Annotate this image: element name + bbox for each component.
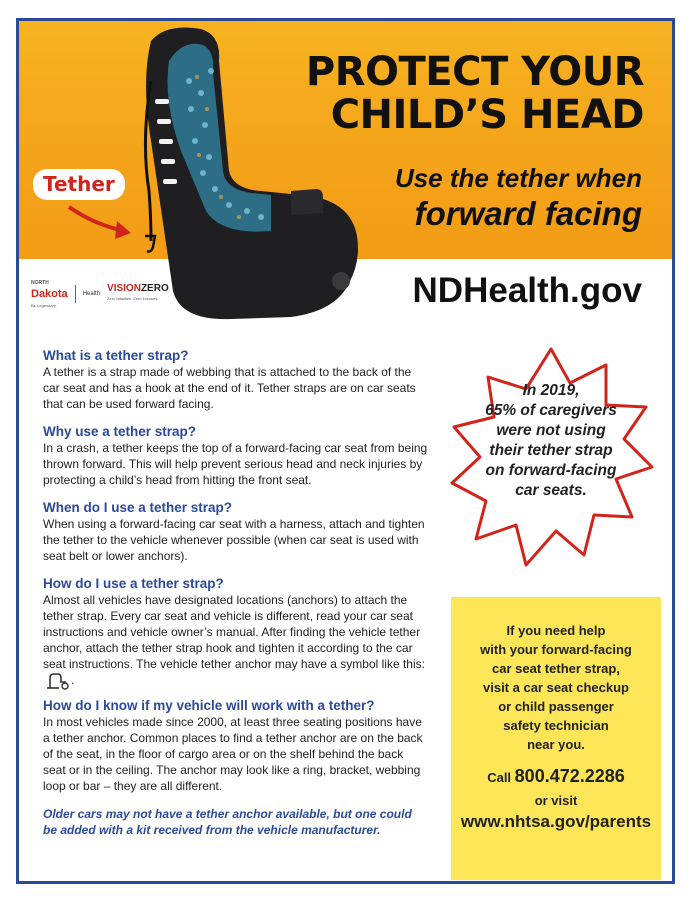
headline-line-1: PROTECT YOUR xyxy=(305,49,644,95)
headline-line-2: CHILD’S HEAD xyxy=(330,92,644,138)
faq-answer-4-end: . xyxy=(71,673,75,688)
call-line xyxy=(451,766,661,787)
north-dakota-logo xyxy=(31,278,68,311)
vision-zero-a: VISION xyxy=(107,283,141,294)
help-line-4: visit a car seat checkup xyxy=(483,680,629,695)
or-visit-text: or visit xyxy=(534,793,578,808)
help-line-7: near you. xyxy=(527,737,585,752)
stat-line-3: were not using xyxy=(496,422,606,439)
faq-answer-2: In a crash, a tether keeps the top of a forward-facing car seat from being thrown forward. This will help prevent serious head and neck injuries by protecting a child’s head from hitting the front seat. xyxy=(43,441,428,487)
help-text xyxy=(451,621,661,754)
stat-line-5: on forward-facing xyxy=(485,462,617,479)
help-line-5: or child passenger xyxy=(498,699,614,714)
tether-callout-label: Tether xyxy=(33,169,125,200)
website-url[interactable]: NDHealth.gov xyxy=(412,271,642,310)
help-line-2: with your forward-facing xyxy=(480,642,632,657)
faq-column xyxy=(43,348,428,838)
stat-line-1: In 2019, xyxy=(522,382,580,399)
faq-answer-3: When using a forward-facing car seat with a harness, attach and tighten the tether to the vehicle whenever possible (when car seat is used with seat belt or lower anchors). xyxy=(43,517,425,563)
headline xyxy=(306,51,644,137)
stat-line-2: 65% of caregivers xyxy=(485,402,617,419)
health-logo-text: Health xyxy=(82,291,101,297)
faq-question-2: Why use a tether strap? xyxy=(43,424,197,439)
help-line-1: If you need help xyxy=(506,623,606,638)
stat-callout-text xyxy=(446,381,656,501)
vision-zero-tagline: Zero fatalities. Zero excuses. xyxy=(107,296,159,301)
faq-question-1: What is a tether strap? xyxy=(43,348,189,363)
nhtsa-url[interactable]: www.nhtsa.gov/parents xyxy=(460,812,652,831)
help-line-6: safety technician xyxy=(503,718,609,733)
phone-number[interactable]: 800.472.2286 xyxy=(514,766,625,786)
faq-question-5: How do I know if my vehicle will work with a tether? xyxy=(43,698,375,713)
faq-question-3: When do I use a tether strap? xyxy=(43,500,233,515)
subtitle-line-1: Use the tether when xyxy=(394,163,642,193)
vision-zero-b: ZERO xyxy=(140,283,169,294)
nd-logo-top: NORTH xyxy=(31,279,49,286)
faq-answer-4 xyxy=(43,592,428,690)
faq-question-4: How do I use a tether strap? xyxy=(43,576,224,591)
help-line-3: car seat tether strap, xyxy=(492,661,620,676)
stat-line-6: car seats. xyxy=(515,482,587,499)
nd-logo-tagline: Be Legendary. xyxy=(31,302,57,308)
footnote: Older cars may not have a tether anchor available, but one could be added with a kit received from the vehicle manufacturer. xyxy=(43,807,412,837)
logo-divider xyxy=(75,285,76,303)
faq-answer-5: In most vehicles made since 2000, at least three seating positions have a tether anchor. Common places to find a tether anchor are on the back of the seat, in the floor of cargo area or on the shelf behind the back seat or in the ceiling. The anchor may look like a ring, bracket, webbing loop or bar – they are all different. xyxy=(43,715,423,793)
call-label: Call xyxy=(487,770,512,785)
stat-line-4: their tether strap xyxy=(489,442,613,459)
header-banner xyxy=(19,21,672,259)
help-box xyxy=(451,597,661,880)
faq-answer-1: A tether is a strap made of webbing that is attached to the back of the car seat and has a hook at the end of it. Tether straps are on car seats that can be used forward facing. xyxy=(43,365,416,411)
flyer-frame xyxy=(16,18,675,884)
subtitle-line-2: forward facing xyxy=(414,195,642,232)
faq-answer-4-text: Almost all vehicles have designated locations (anchors) to attach the tether strap. Every car seat and vehicle is different, read your car seat instructions and vehicle owner’s manual. After finding the vehicle tether anchor, attach the tether strap hook and tighten it according to the car seat instructions. The vehicle tether anchor may have a symbol like this: xyxy=(43,593,425,671)
tether-arrow-icon xyxy=(65,201,137,243)
partner-logos xyxy=(31,279,169,308)
tether-anchor-symbol-icon xyxy=(45,672,71,690)
vision-zero-logo xyxy=(107,284,169,304)
nd-logo-name: Dakota xyxy=(31,287,68,300)
